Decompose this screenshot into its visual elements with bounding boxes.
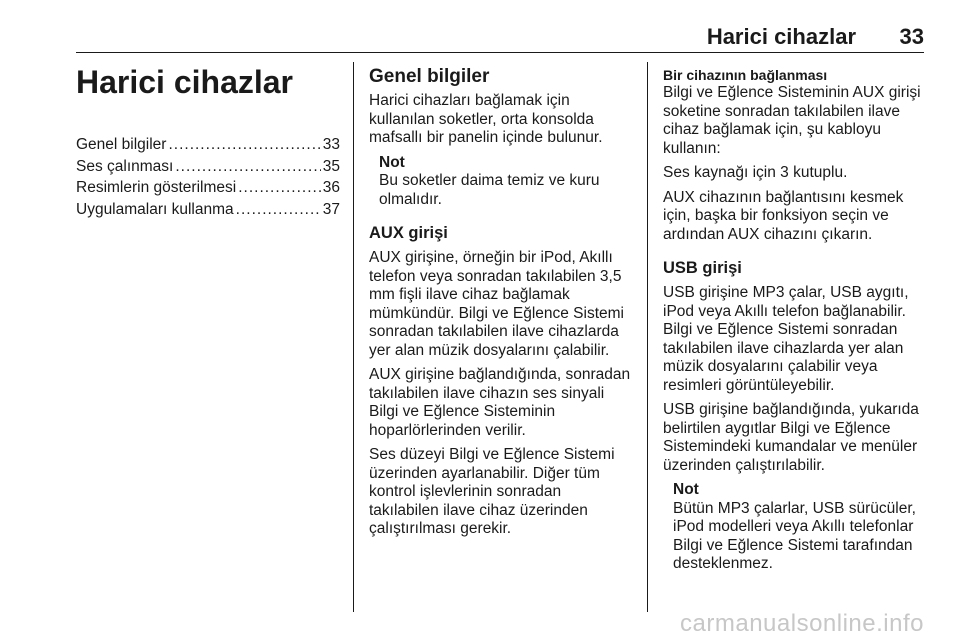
- section-heading-aux: AUX girişi: [369, 224, 448, 242]
- toc-leader: [238, 179, 321, 198]
- watermark: carmanualsonline.info: [680, 610, 924, 637]
- toc-label: Uygulamaları kullanma: [76, 200, 234, 218]
- usb-paragraph: USB girişine MP3 çalar, USB aygıtı, iPod veya Akıllı telefon bağlanabilir. Bilgi ve Eğlence Sistemi sonradan takılabilen ilave cihazlarda yer alan müzik dosyalarını çalabilir veya resimleri görüntüleyebilir.: [663, 284, 909, 394]
- note-title: Not: [673, 481, 699, 498]
- note-text: Bu soketler daima temiz ve kuru olmalıdır.: [379, 172, 600, 208]
- column-divider: [353, 62, 354, 612]
- note-box: [673, 481, 929, 574]
- toc-page: 37: [322, 200, 340, 218]
- connect-paragraph: AUX cihazının bağlantısını kesmek için, başka bir fonksiyon seçin ve ardından AUX cihazını çıkarın.: [663, 188, 904, 243]
- toc-leader: [236, 201, 321, 220]
- column-toc: [76, 62, 340, 222]
- toc-item-resimlerin-gosterilmesi[interactable]: [76, 179, 340, 198]
- column-connect: [663, 62, 929, 582]
- toc-page: 33: [322, 136, 340, 153]
- toc-leader: [175, 158, 320, 177]
- toc-item-ses-calinmasi[interactable]: [76, 158, 340, 177]
- running-header-title: Harici cihazlar: [706, 24, 856, 49]
- note-text: Bütün MP3 çalarlar, USB sürücüler, iPod modelleri veya Akıllı telefonlar Bilgi ve Eğlence Sistemi tarafından desteklenmez.: [673, 499, 916, 572]
- toc-label: Resimlerin gösterilmesi: [76, 179, 237, 196]
- note-box: [379, 154, 635, 210]
- note-title: Not: [379, 153, 405, 171]
- toc-label: Ses çalınması: [76, 157, 174, 175]
- header-rule: [76, 52, 924, 53]
- connect-paragraph: Bilgi ve Eğlence Sisteminin AUX girişi soketine sonradan takılabilen ilave cihaz bağlamak için, şu kabloyu kullanın:: [663, 84, 921, 157]
- toc-leader: [168, 136, 320, 155]
- section-heading-genel-bilgiler: Genel bilgiler: [369, 66, 490, 87]
- intro-paragraph: Harici cihazları bağlamak için kullanılan soketler, orta konsolda mafsallı bir panelin içinde bulunur.: [369, 92, 603, 146]
- column-divider: [647, 62, 648, 612]
- toc-item-uygulamalari-kullanma[interactable]: [76, 201, 340, 220]
- toc-page: 35: [322, 157, 340, 175]
- usb-paragraph: USB girişine bağlandığında, yukarıda belirtilen aygıtlar Bilgi ve Eğlence Sistemindeki kumandalar ve menüler üzerinden çalıştırılabilir.: [663, 401, 919, 474]
- column-general: [369, 62, 635, 545]
- toc-item-genel-bilgiler[interactable]: [76, 136, 340, 155]
- aux-paragraph: AUX girişine bağlandığında, sonradan takılabilen ilave cihazın ses sinyali Bilgi ve Eğlence Sisteminin hoparlörlerinden verilir.: [369, 366, 631, 439]
- subheading-cihaz-baglanmasi: Bir cihazının bağlanması: [663, 67, 828, 83]
- aux-paragraph: AUX girişine, örneğin bir iPod, Akıllı telefon veya sonradan takılabilen 3,5 mm fişli ilave cihaz bağlamak mümkündür. Bilgi ve Eğlence Sistemi sonradan takılabilen ilave cihazlarda yer alan müzik dosyalarını çalabilir.: [369, 249, 625, 359]
- chapter-title: Harici cihazlar: [76, 64, 293, 100]
- page-number: 33: [899, 24, 924, 49]
- connect-paragraph: Ses kaynağı için 3 kutuplu.: [663, 164, 848, 181]
- toc-label: Genel bilgiler: [76, 136, 167, 153]
- aux-paragraph: Ses düzeyi Bilgi ve Eğlence Sistemi üzerinden ayarlanabilir. Diğer tüm kontrol işlevlerinin sonradan takılabilen ilave cihaz üzerinden çalıştırılması gerekir.: [369, 446, 615, 537]
- section-heading-usb: USB girişi: [663, 259, 742, 277]
- toc-page: 36: [322, 179, 340, 196]
